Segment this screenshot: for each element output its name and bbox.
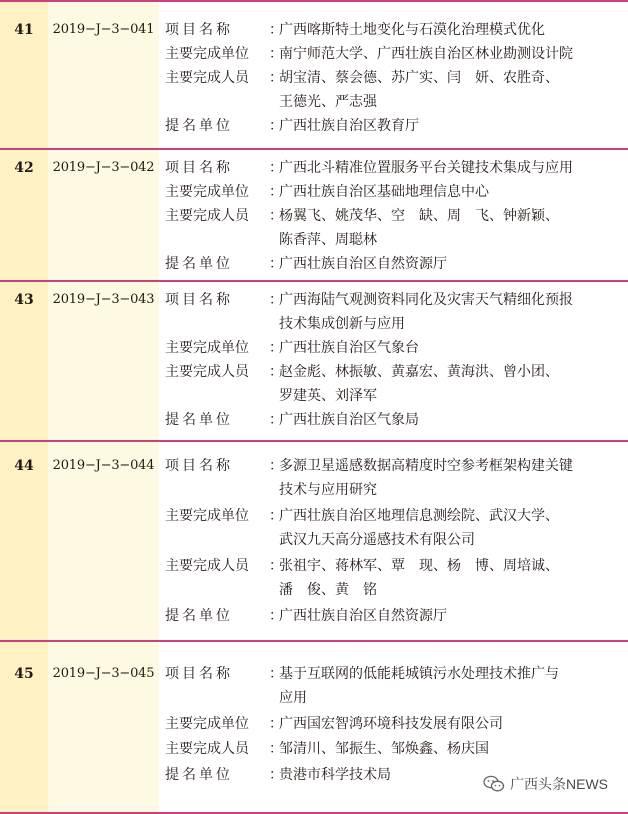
project-name-label: 项目名称 bbox=[165, 160, 233, 176]
code-column bbox=[48, 642, 159, 812]
project-name-value-line-1: 基于互联网的低能耗城镇污水处理技术推广与 bbox=[279, 666, 559, 682]
nominator-label: 提名单位 bbox=[165, 608, 233, 624]
entry-code: 2019−J−3−043 bbox=[52, 292, 155, 307]
entry-number: 45 bbox=[14, 666, 34, 682]
entry-row-41: 41 2019−J−3−041 项目名称 ： 广西喀斯特土地变化与石漠化治理模式优化 主要完成单位 ： 南宁师范大学、广西壮族自治区林业勘测设计院 主要完成人员 ： 胡宝清、蔡会德、苏广实、闫 妍、农胜奇、 王德光、严志强 提名单位 ： 广西壮族自治区教育厅 bbox=[0, 0, 628, 148]
people-value-line-1: 胡宝清、蔡会德、苏广实、闫 妍、农胜奇、 bbox=[279, 70, 559, 86]
nominator-label: 提名单位 bbox=[165, 412, 233, 428]
code-column bbox=[48, 442, 159, 640]
nominator-label: 提名单位 bbox=[165, 118, 233, 134]
people-value-line-2: 潘 俊、黄 铭 bbox=[279, 582, 377, 598]
watermark-text: 广西头条NEWS bbox=[510, 776, 608, 792]
entry-row-43: 43 2019−J−3−043 项目名称 ： 广西海陆气观测资料同化及灾害天气精细化预报 技术集成创新与应用 主要完成单位 ： 广西壮族自治区气象台 主要完成人员 ： 赵金彪、林振敏、黄嘉宏、黄海洪、曾小团、 罗建英、刘泽军 提名单位 ： 广西壮族自治区气象局 bbox=[0, 280, 628, 440]
project-name-label: 项目名称 bbox=[165, 292, 233, 308]
unit-value: 广西壮族自治区气象台 bbox=[279, 340, 419, 356]
nominator-value: 广西壮族自治区气象局 bbox=[279, 412, 419, 428]
people-value-line-1: 赵金彪、林振敏、黄嘉宏、黄海洪、曾小团、 bbox=[279, 364, 559, 380]
entry-row-42: 42 2019−J−3−042 项目名称 ： 广西北斗精准位置服务平台关键技术集成与应用 主要完成单位 ： 广西壮族自治区基础地理信息中心 主要完成人员 ： 杨翼飞、姚茂华、空 缺、周 飞、钟新颖、 陈香萍、周聪林 提名单位 ： 广西壮族自治区自然资源厅 bbox=[0, 148, 628, 280]
people-value-line-1: 张祖宇、蒋林军、覃 现、杨 博、周培诚、 bbox=[279, 558, 559, 574]
unit-label: 主要完成单位 bbox=[165, 340, 249, 356]
unit-value: 南宁师范大学、广西壮族自治区林业勘测设计院 bbox=[279, 46, 573, 62]
nominator-value: 广西壮族自治区自然资源厅 bbox=[279, 256, 447, 272]
people-label: 主要完成人员 bbox=[165, 558, 249, 574]
people-label: 主要完成人员 bbox=[165, 208, 249, 224]
people-value-line-2: 罗建英、刘泽军 bbox=[279, 388, 377, 404]
people-value: 邹清川、邹振生、邹焕鑫、杨庆国 bbox=[279, 741, 489, 757]
nominator-value: 贵港市科学技术局 bbox=[279, 767, 391, 783]
people-label: 主要完成人员 bbox=[165, 70, 249, 86]
project-name-value-line-2: 应用 bbox=[279, 690, 307, 706]
wechat-icon bbox=[483, 775, 505, 793]
entry-number: 44 bbox=[14, 458, 34, 474]
unit-label: 主要完成单位 bbox=[165, 508, 249, 524]
people-label: 主要完成人员 bbox=[165, 741, 249, 757]
unit-label: 主要完成单位 bbox=[165, 716, 249, 732]
number-column bbox=[0, 150, 48, 280]
project-name-label: 项目名称 bbox=[165, 22, 233, 38]
nominator-value: 广西壮族自治区教育厅 bbox=[279, 118, 419, 134]
entry-number: 41 bbox=[14, 22, 34, 38]
people-value-line-1: 杨翼飞、姚茂华、空 缺、周 飞、钟新颖、 bbox=[279, 208, 559, 224]
unit-label: 主要完成单位 bbox=[165, 46, 249, 62]
entry-row-44: 44 2019−J−3−044 项目名称 ： 多源卫星遥感数据高精度时空参考框架构建关键 技术与应用研究 主要完成单位 ： 广西壮族自治区地理信息测绘院、武汉大学、 武汉九天高分遥感技术有限公司 主要完成人员 ： 张祖宇、蒋林军、覃 现、杨 博、周培诚、 潘 俊、黄 铭 提名单位 ： 广西壮族自治区自然资源厅 bbox=[0, 440, 628, 640]
unit-value: 广西壮族自治区基础地理信息中心 bbox=[279, 184, 489, 200]
entry-number: 43 bbox=[14, 292, 34, 308]
people-label: 主要完成人员 bbox=[165, 364, 249, 380]
project-name-value-line-1: 多源卫星遥感数据高精度时空参考框架构建关键 bbox=[279, 458, 573, 474]
number-column bbox=[0, 2, 48, 148]
nominator-value: 广西壮族自治区自然资源厅 bbox=[279, 608, 447, 624]
number-column bbox=[0, 442, 48, 640]
number-column bbox=[0, 642, 48, 812]
number-column bbox=[0, 282, 48, 440]
entry-code: 2019−J−3−044 bbox=[52, 458, 155, 473]
project-name-label: 项目名称 bbox=[165, 458, 233, 474]
code-column bbox=[48, 150, 159, 280]
nominator-label: 提名单位 bbox=[165, 256, 233, 272]
project-name-label: 项目名称 bbox=[165, 666, 233, 682]
project-name-value-line-2: 技术与应用研究 bbox=[279, 482, 377, 498]
unit-value: 广西国宏智鸿环境科技发展有限公司 bbox=[279, 716, 503, 732]
unit-value-line-1: 广西壮族自治区地理信息测绘院、武汉大学、 bbox=[279, 508, 559, 524]
project-name-value-line-1: 广西海陆气观测资料同化及灾害天气精细化预报 bbox=[279, 292, 573, 308]
entry-code: 2019−J−3−041 bbox=[52, 22, 155, 37]
entry-row-45: 45 2019−J−3−045 项目名称 ： 基于互联网的低能耗城镇污水处理技术推广与 应用 主要完成单位 ： 广西国宏智鸿环境科技发展有限公司 主要完成人员 ： 邹清川、邹振生、邹焕鑫、杨庆国 提名单位 ： 贵港市科学技术局 bbox=[0, 640, 628, 812]
unit-label: 主要完成单位 bbox=[165, 184, 249, 200]
code-column bbox=[48, 282, 159, 440]
project-name-value-line-2: 技术集成创新与应用 bbox=[279, 316, 405, 332]
source-watermark bbox=[479, 772, 612, 796]
entry-number: 42 bbox=[14, 160, 34, 176]
people-value-line-2: 王德光、严志强 bbox=[279, 94, 377, 110]
code-column bbox=[48, 2, 159, 148]
people-value-line-2: 陈香萍、周聪林 bbox=[279, 232, 377, 248]
project-name-value: 广西北斗精准位置服务平台关键技术集成与应用 bbox=[279, 160, 573, 176]
nominator-label: 提名单位 bbox=[165, 767, 233, 783]
entry-code: 2019−J−3−042 bbox=[52, 160, 155, 175]
entry-code: 2019−J−3−045 bbox=[52, 666, 155, 681]
project-name-value: 广西喀斯特土地变化与石漠化治理模式优化 bbox=[279, 22, 545, 38]
unit-value-line-2: 武汉九天高分遥感技术有限公司 bbox=[279, 532, 475, 548]
